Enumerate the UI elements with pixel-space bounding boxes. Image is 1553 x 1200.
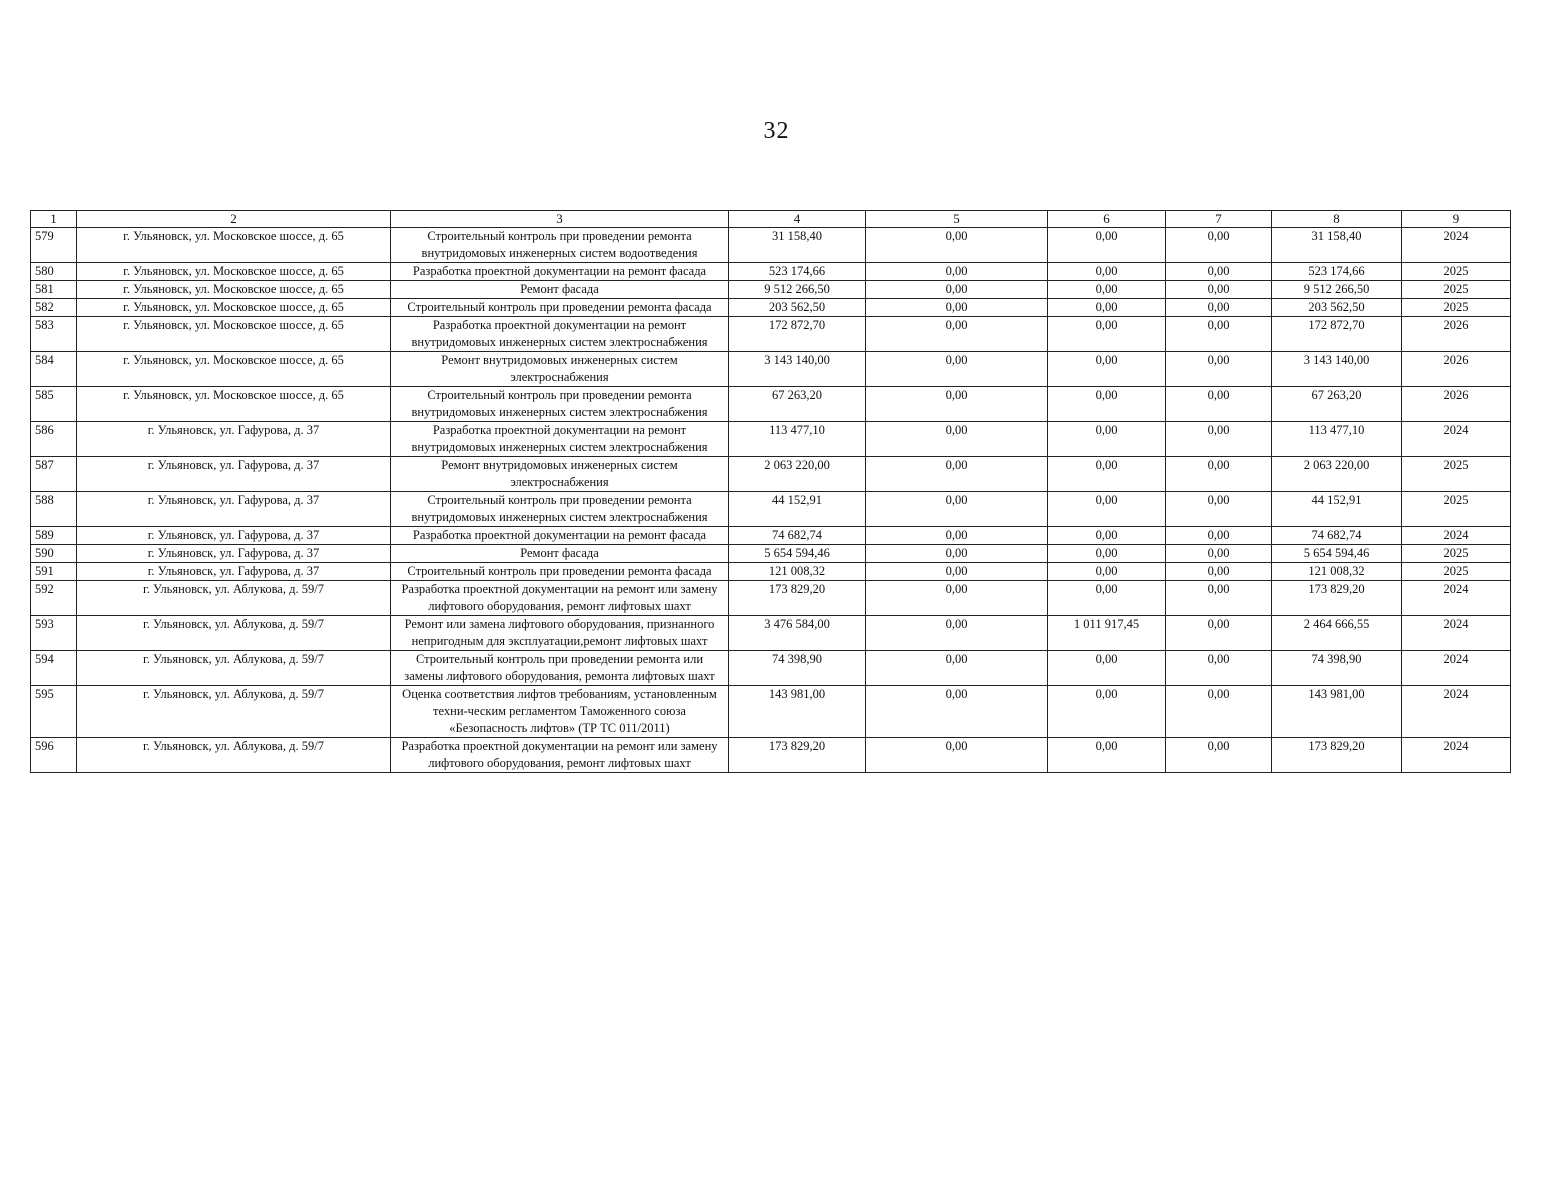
work-type-cell: Ремонт внутридомовых инженерных систем электроснабжения xyxy=(391,457,729,492)
row-number-cell: 588 xyxy=(31,492,77,527)
col8-value-cell: 523 174,66 xyxy=(1272,263,1402,281)
column-header-9: 9 xyxy=(1402,211,1511,228)
col4-value-cell: 143 981,00 xyxy=(729,686,866,738)
column-header-row xyxy=(31,211,1511,228)
row-number-cell: 589 xyxy=(31,527,77,545)
col5-value-cell: 0,00 xyxy=(866,263,1048,281)
col5-value-cell: 0,00 xyxy=(866,563,1048,581)
col5-value-cell: 0,00 xyxy=(866,228,1048,263)
address-cell: г. Ульяновск, ул. Аблукова, д. 59/7 xyxy=(77,686,391,738)
work-type-cell: Разработка проектной документации на ремонт фасада xyxy=(391,527,729,545)
col6-value-cell: 0,00 xyxy=(1048,581,1166,616)
table-row xyxy=(31,352,1511,387)
col8-value-cell: 173 829,20 xyxy=(1272,738,1402,773)
table-row xyxy=(31,581,1511,616)
table-row xyxy=(31,422,1511,457)
col5-value-cell: 0,00 xyxy=(866,387,1048,422)
col4-value-cell: 172 872,70 xyxy=(729,317,866,352)
table-row xyxy=(31,281,1511,299)
work-type-cell: Разработка проектной документации на ремонт внутридомовых инженерных систем электроснабжения xyxy=(391,422,729,457)
col5-value-cell: 0,00 xyxy=(866,686,1048,738)
year-cell: 2024 xyxy=(1402,616,1511,651)
col8-value-cell: 172 872,70 xyxy=(1272,317,1402,352)
col7-value-cell: 0,00 xyxy=(1166,281,1272,299)
col6-value-cell: 0,00 xyxy=(1048,457,1166,492)
col8-value-cell: 44 152,91 xyxy=(1272,492,1402,527)
column-header-7: 7 xyxy=(1166,211,1272,228)
column-header-6: 6 xyxy=(1048,211,1166,228)
year-cell: 2024 xyxy=(1402,422,1511,457)
address-cell: г. Ульяновск, ул. Московское шоссе, д. 65 xyxy=(77,352,391,387)
col8-value-cell: 74 682,74 xyxy=(1272,527,1402,545)
col5-value-cell: 0,00 xyxy=(866,352,1048,387)
address-cell: г. Ульяновск, ул. Гафурова, д. 37 xyxy=(77,422,391,457)
row-number-cell: 596 xyxy=(31,738,77,773)
address-cell: г. Ульяновск, ул. Гафурова, д. 37 xyxy=(77,527,391,545)
col8-value-cell: 203 562,50 xyxy=(1272,299,1402,317)
col4-value-cell: 3 143 140,00 xyxy=(729,352,866,387)
table-row xyxy=(31,492,1511,527)
work-type-cell: Строительный контроль при проведении ремонта внутридомовых инженерных систем электроснабжения xyxy=(391,492,729,527)
col7-value-cell: 0,00 xyxy=(1166,263,1272,281)
address-cell: г. Ульяновск, ул. Московское шоссе, д. 65 xyxy=(77,281,391,299)
work-type-cell: Разработка проектной документации на ремонт или замену лифтового оборудования, ремонт лифтовых шахт xyxy=(391,738,729,773)
col5-value-cell: 0,00 xyxy=(866,317,1048,352)
table-row xyxy=(31,317,1511,352)
work-type-cell: Строительный контроль при проведении ремонта внутридомовых инженерных систем водоотведения xyxy=(391,228,729,263)
col8-value-cell: 3 143 140,00 xyxy=(1272,352,1402,387)
col6-value-cell: 0,00 xyxy=(1048,387,1166,422)
row-number-cell: 587 xyxy=(31,457,77,492)
col5-value-cell: 0,00 xyxy=(866,581,1048,616)
col8-value-cell: 113 477,10 xyxy=(1272,422,1402,457)
year-cell: 2024 xyxy=(1402,686,1511,738)
table-row xyxy=(31,616,1511,651)
col7-value-cell: 0,00 xyxy=(1166,492,1272,527)
col5-value-cell: 0,00 xyxy=(866,492,1048,527)
table-row xyxy=(31,457,1511,492)
col8-value-cell: 121 008,32 xyxy=(1272,563,1402,581)
col4-value-cell: 44 152,91 xyxy=(729,492,866,527)
col6-value-cell: 0,00 xyxy=(1048,563,1166,581)
col8-value-cell: 74 398,90 xyxy=(1272,651,1402,686)
col6-value-cell: 0,00 xyxy=(1048,686,1166,738)
col4-value-cell: 9 512 266,50 xyxy=(729,281,866,299)
col6-value-cell: 0,00 xyxy=(1048,492,1166,527)
year-cell: 2026 xyxy=(1402,387,1511,422)
column-header-1: 1 xyxy=(31,211,77,228)
row-number-cell: 583 xyxy=(31,317,77,352)
col5-value-cell: 0,00 xyxy=(866,651,1048,686)
address-cell: г. Ульяновск, ул. Аблукова, д. 59/7 xyxy=(77,581,391,616)
row-number-cell: 590 xyxy=(31,545,77,563)
col6-value-cell: 0,00 xyxy=(1048,527,1166,545)
col7-value-cell: 0,00 xyxy=(1166,422,1272,457)
year-cell: 2026 xyxy=(1402,317,1511,352)
col5-value-cell: 0,00 xyxy=(866,527,1048,545)
work-type-cell: Разработка проектной документации на ремонт внутридомовых инженерных систем электроснабжения xyxy=(391,317,729,352)
table-body xyxy=(31,228,1511,773)
col4-value-cell: 5 654 594,46 xyxy=(729,545,866,563)
table-row xyxy=(31,527,1511,545)
row-number-cell: 594 xyxy=(31,651,77,686)
work-type-cell: Оценка соответствия лифтов требованиям, установленным техни-ческим регламентом Таможенного союза «Безопасность лифтов» (ТР ТС 011/2011) xyxy=(391,686,729,738)
column-header-5: 5 xyxy=(866,211,1048,228)
address-cell: г. Ульяновск, ул. Гафурова, д. 37 xyxy=(77,563,391,581)
table-row xyxy=(31,651,1511,686)
year-cell: 2025 xyxy=(1402,457,1511,492)
col6-value-cell: 0,00 xyxy=(1048,263,1166,281)
row-number-cell: 585 xyxy=(31,387,77,422)
col6-value-cell: 0,00 xyxy=(1048,545,1166,563)
col7-value-cell: 0,00 xyxy=(1166,686,1272,738)
row-number-cell: 591 xyxy=(31,563,77,581)
year-cell: 2025 xyxy=(1402,545,1511,563)
capital-repair-table xyxy=(30,210,1511,773)
col4-value-cell: 3 476 584,00 xyxy=(729,616,866,651)
row-number-cell: 593 xyxy=(31,616,77,651)
col7-value-cell: 0,00 xyxy=(1166,545,1272,563)
col4-value-cell: 523 174,66 xyxy=(729,263,866,281)
col7-value-cell: 0,00 xyxy=(1166,352,1272,387)
col8-value-cell: 31 158,40 xyxy=(1272,228,1402,263)
year-cell: 2024 xyxy=(1402,228,1511,263)
col6-value-cell: 0,00 xyxy=(1048,317,1166,352)
address-cell: г. Ульяновск, ул. Гафурова, д. 37 xyxy=(77,492,391,527)
address-cell: г. Ульяновск, ул. Гафурова, д. 37 xyxy=(77,545,391,563)
col4-value-cell: 121 008,32 xyxy=(729,563,866,581)
work-type-cell: Ремонт или замена лифтового оборудования, признанного непригодным для эксплуатации,ремонт лифтовых шахт xyxy=(391,616,729,651)
col8-value-cell: 143 981,00 xyxy=(1272,686,1402,738)
col7-value-cell: 0,00 xyxy=(1166,387,1272,422)
address-cell: г. Ульяновск, ул. Аблукова, д. 59/7 xyxy=(77,651,391,686)
table-row xyxy=(31,299,1511,317)
col4-value-cell: 113 477,10 xyxy=(729,422,866,457)
col7-value-cell: 0,00 xyxy=(1166,527,1272,545)
col5-value-cell: 0,00 xyxy=(866,616,1048,651)
col8-value-cell: 5 654 594,46 xyxy=(1272,545,1402,563)
address-cell: г. Ульяновск, ул. Аблукова, д. 59/7 xyxy=(77,616,391,651)
col4-value-cell: 203 562,50 xyxy=(729,299,866,317)
year-cell: 2024 xyxy=(1402,527,1511,545)
col7-value-cell: 0,00 xyxy=(1166,457,1272,492)
table-row xyxy=(31,545,1511,563)
col6-value-cell: 0,00 xyxy=(1048,738,1166,773)
col4-value-cell: 31 158,40 xyxy=(729,228,866,263)
row-number-cell: 584 xyxy=(31,352,77,387)
column-header-4: 4 xyxy=(729,211,866,228)
work-type-cell: Ремонт фасада xyxy=(391,545,729,563)
column-header-8: 8 xyxy=(1272,211,1402,228)
col4-value-cell: 2 063 220,00 xyxy=(729,457,866,492)
table-row xyxy=(31,738,1511,773)
year-cell: 2025 xyxy=(1402,263,1511,281)
table-row xyxy=(31,228,1511,263)
col8-value-cell: 2 063 220,00 xyxy=(1272,457,1402,492)
year-cell: 2026 xyxy=(1402,352,1511,387)
work-type-cell: Строительный контроль при проведении ремонта фасада xyxy=(391,299,729,317)
page-number: 32 xyxy=(763,118,790,144)
col8-value-cell: 9 512 266,50 xyxy=(1272,281,1402,299)
col7-value-cell: 0,00 xyxy=(1166,738,1272,773)
col7-value-cell: 0,00 xyxy=(1166,563,1272,581)
address-cell: г. Ульяновск, ул. Московское шоссе, д. 65 xyxy=(77,263,391,281)
year-cell: 2024 xyxy=(1402,738,1511,773)
col7-value-cell: 0,00 xyxy=(1166,616,1272,651)
work-type-cell: Ремонт внутридомовых инженерных систем электроснабжения xyxy=(391,352,729,387)
col5-value-cell: 0,00 xyxy=(866,299,1048,317)
year-cell: 2025 xyxy=(1402,563,1511,581)
col8-value-cell: 2 464 666,55 xyxy=(1272,616,1402,651)
col6-value-cell: 0,00 xyxy=(1048,422,1166,457)
work-type-cell: Ремонт фасада xyxy=(391,281,729,299)
row-number-cell: 582 xyxy=(31,299,77,317)
work-type-cell: Разработка проектной документации на ремонт фасада xyxy=(391,263,729,281)
row-number-cell: 580 xyxy=(31,263,77,281)
col4-value-cell: 74 398,90 xyxy=(729,651,866,686)
col6-value-cell: 1 011 917,45 xyxy=(1048,616,1166,651)
col5-value-cell: 0,00 xyxy=(866,545,1048,563)
col4-value-cell: 67 263,20 xyxy=(729,387,866,422)
year-cell: 2024 xyxy=(1402,651,1511,686)
row-number-cell: 579 xyxy=(31,228,77,263)
year-cell: 2025 xyxy=(1402,299,1511,317)
column-header-3: 3 xyxy=(391,211,729,228)
year-cell: 2025 xyxy=(1402,281,1511,299)
address-cell: г. Ульяновск, ул. Аблукова, д. 59/7 xyxy=(77,738,391,773)
row-number-cell: 586 xyxy=(31,422,77,457)
column-header-2: 2 xyxy=(77,211,391,228)
row-number-cell: 581 xyxy=(31,281,77,299)
col4-value-cell: 74 682,74 xyxy=(729,527,866,545)
col7-value-cell: 0,00 xyxy=(1166,228,1272,263)
address-cell: г. Ульяновск, ул. Московское шоссе, д. 65 xyxy=(77,387,391,422)
col7-value-cell: 0,00 xyxy=(1166,651,1272,686)
row-number-cell: 592 xyxy=(31,581,77,616)
col7-value-cell: 0,00 xyxy=(1166,299,1272,317)
col6-value-cell: 0,00 xyxy=(1048,651,1166,686)
year-cell: 2024 xyxy=(1402,581,1511,616)
col4-value-cell: 173 829,20 xyxy=(729,738,866,773)
address-cell: г. Ульяновск, ул. Московское шоссе, д. 65 xyxy=(77,228,391,263)
col5-value-cell: 0,00 xyxy=(866,457,1048,492)
table-row xyxy=(31,563,1511,581)
table-row xyxy=(31,686,1511,738)
year-cell: 2025 xyxy=(1402,492,1511,527)
work-type-cell: Строительный контроль при проведении ремонта внутридомовых инженерных систем электроснабжения xyxy=(391,387,729,422)
col6-value-cell: 0,00 xyxy=(1048,299,1166,317)
col6-value-cell: 0,00 xyxy=(1048,281,1166,299)
col8-value-cell: 173 829,20 xyxy=(1272,581,1402,616)
col5-value-cell: 0,00 xyxy=(866,422,1048,457)
work-type-cell: Разработка проектной документации на ремонт или замену лифтового оборудования, ремонт лифтовых шахт xyxy=(391,581,729,616)
row-number-cell: 595 xyxy=(31,686,77,738)
work-type-cell: Строительный контроль при проведении ремонта фасада xyxy=(391,563,729,581)
col4-value-cell: 173 829,20 xyxy=(729,581,866,616)
table-row xyxy=(31,263,1511,281)
address-cell: г. Ульяновск, ул. Гафурова, д. 37 xyxy=(77,457,391,492)
work-type-cell: Строительный контроль при проведении ремонта или замены лифтового оборудования, ремонта лифтовых шахт xyxy=(391,651,729,686)
address-cell: г. Ульяновск, ул. Московское шоссе, д. 65 xyxy=(77,317,391,352)
table-row xyxy=(31,387,1511,422)
address-cell: г. Ульяновск, ул. Московское шоссе, д. 65 xyxy=(77,299,391,317)
col6-value-cell: 0,00 xyxy=(1048,352,1166,387)
col6-value-cell: 0,00 xyxy=(1048,228,1166,263)
col7-value-cell: 0,00 xyxy=(1166,317,1272,352)
col7-value-cell: 0,00 xyxy=(1166,581,1272,616)
col5-value-cell: 0,00 xyxy=(866,738,1048,773)
col8-value-cell: 67 263,20 xyxy=(1272,387,1402,422)
col5-value-cell: 0,00 xyxy=(866,281,1048,299)
